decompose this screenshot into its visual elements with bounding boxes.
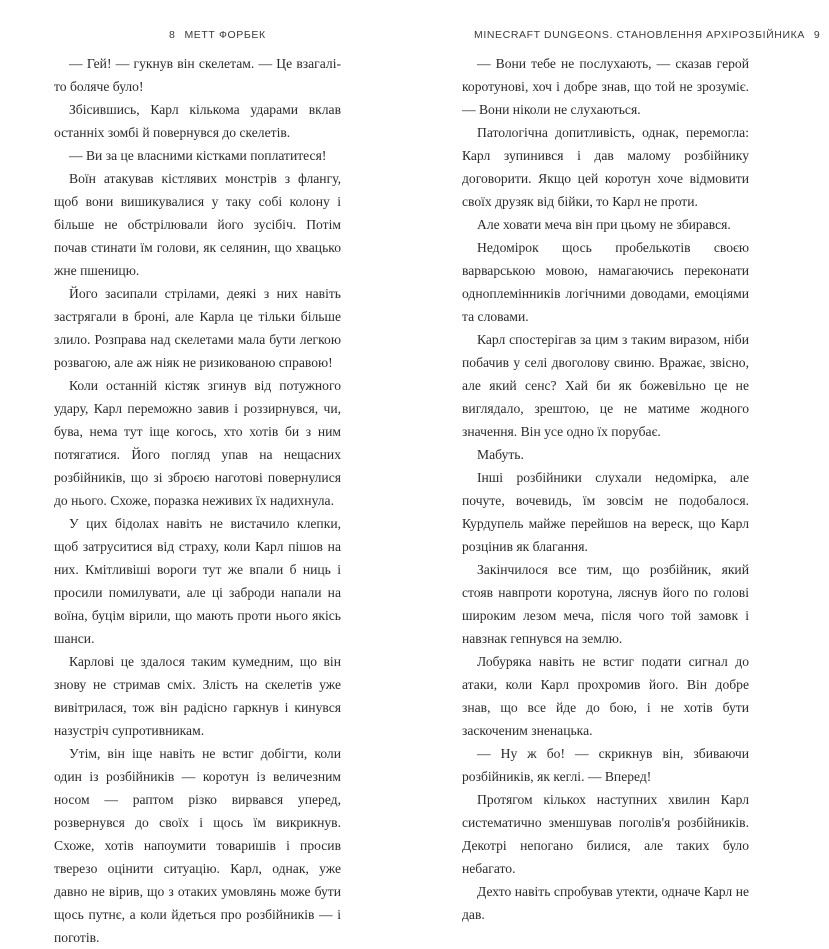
right-running-head-title: MINECRAFT DUNGEONS. СТАНОВЛЕННЯ АРХІРОЗБІЙНИКА [474, 29, 805, 41]
left-running-head-title: МЕТТ ФОРБЕК [184, 29, 266, 41]
left-page-body [54, 52, 341, 949]
paragraph: Воїн атакував кістлявих монстрів з флангу, щоб вони вишикувалися у таку собі колону і більше не обстрілювали його зусібіч. Потім почав стинати їм голови, як селянин, що хвацько жне пшеницю. [54, 171, 341, 278]
paragraph: Але ховати меча він при цьому не збирався. [477, 217, 731, 232]
left-running-head [160, 29, 266, 41]
paragraph: — Ну ж бо! — скрикнув він, збиваючи розбійників, як кеглі. — Вперед! [462, 746, 749, 784]
paragraph: Утім, він іще навіть не встиг добігти, коли один із розбійників — коротун із величезним носом — раптом різко вирвався уперед, розвернувся до своїх і щось їм викрикнув. Схоже, хотів напоумити товаришів і просив тверезо оцінити ситуацію. Карл, однак, уже давно не вірив, що з отаких умовлянь може бути щось путнє, а коли йдеться про розбійників — і поготів. [54, 746, 341, 945]
paragraph: Збісившись, Карл кількома ударами вклав останніх зомбі й повернувся до скелетів. [54, 102, 341, 140]
paragraph: Закінчилося все тим, що розбійник, який стояв навпроти коротуна, ляснув його по голові широким лезом меча, після чого той замовк і навзнак гепнувся на землю. [462, 562, 749, 646]
left-page-number: 8 [169, 29, 176, 41]
right-page-body [462, 52, 749, 926]
right-page-number: 9 [813, 29, 821, 41]
paragraph: Лобуряка навіть не встиг подати сигнал до атаки, коли Карл прохромив його. Він добре знав, що все йде до бою, і не хотів бути заскоченим зненацька. [462, 654, 749, 738]
paragraph: — Вони тебе не послухають, — сказав герой коротунові, хоч і добре знав, що той не зрозуміє. — Вони ніколи не слухаються. [462, 56, 749, 117]
paragraph: Протягом кількох наступних хвилин Карл систематично зменшував поголів'я розбійників. Декотрі непогано билися, але таких було небагато. [462, 792, 749, 876]
paragraph: Мабуть. [477, 447, 524, 462]
right-running-head [474, 29, 829, 41]
paragraph: Недомірок щось пробелькотів своєю варварською мовою, намагаючись переконати одноплемінників логічними доводами, емоціями та словами. [462, 240, 749, 324]
paragraph: У цих бідолах навіть не вистачило клепки, щоб затруситися від страху, коли Карл пішов на них. Кмітливіші вороги тут же впали б ниць і просили помилувати, але ці заброди напали на воїна, буцім вірили, що мають проти нього якісь шанси. [54, 516, 341, 646]
paragraph: Карл спостерігав за цим з таким виразом, ніби побачив у селі двоголову свиню. Вражає, звісно, але який сенс? Хай би як божевільно це не виглядало, зрештою, це не матиме жодного значення. Він усе одно їх порубає. [462, 332, 749, 439]
left-page [0, 0, 400, 945]
paragraph: — Гей! — гукнув він скелетам. — Це взагалі-то боляче було! [54, 56, 341, 94]
paragraph: Карлові це здалося таким кумедним, що він знову не стримав сміх. Злість на скелетів уже вивітрилася, тож він радісно гаркнув і кинувся назустріч супротивникам. [54, 654, 341, 738]
paragraph: — Ви за це власними кістками поплатитеся! [69, 148, 327, 163]
right-page [400, 0, 821, 922]
paragraph: Коли останній кістяк згинув від потужного удару, Карл переможно завив і роззирнувся, чи, бува, нема тут іще когось, хто хотів би з ним потягатися. Його погляд упав на нещасних розбійників, що зі зброєю наготові повернулися до нього. Схоже, поразка неживих їх надихнула. [54, 378, 341, 508]
paragraph: Дехто навіть спробував утекти, одначе Карл не дав. [462, 884, 749, 922]
paragraph: Патологічна допитливість, однак, перемогла: Карл зупинився і дав малому розбійнику договорити. Якщо цей коротун хоче відмовити своїх друзяк від бійки, то Карл не проти. [462, 125, 749, 209]
paragraph: Його засипали стрілами, деякі з них навіть застрягали в броні, але Карла це тільки більше злило. Розправа над скелетами мала бути легкою розвагою, але аж ніяк не ризикованою справою! [54, 286, 341, 370]
paragraph: Інші розбійники слухали недомірка, але почуте, вочевидь, їм зовсім не подобалося. Курдупель майже перейшов на вереск, що Карл розцінив як благання. [462, 470, 749, 554]
